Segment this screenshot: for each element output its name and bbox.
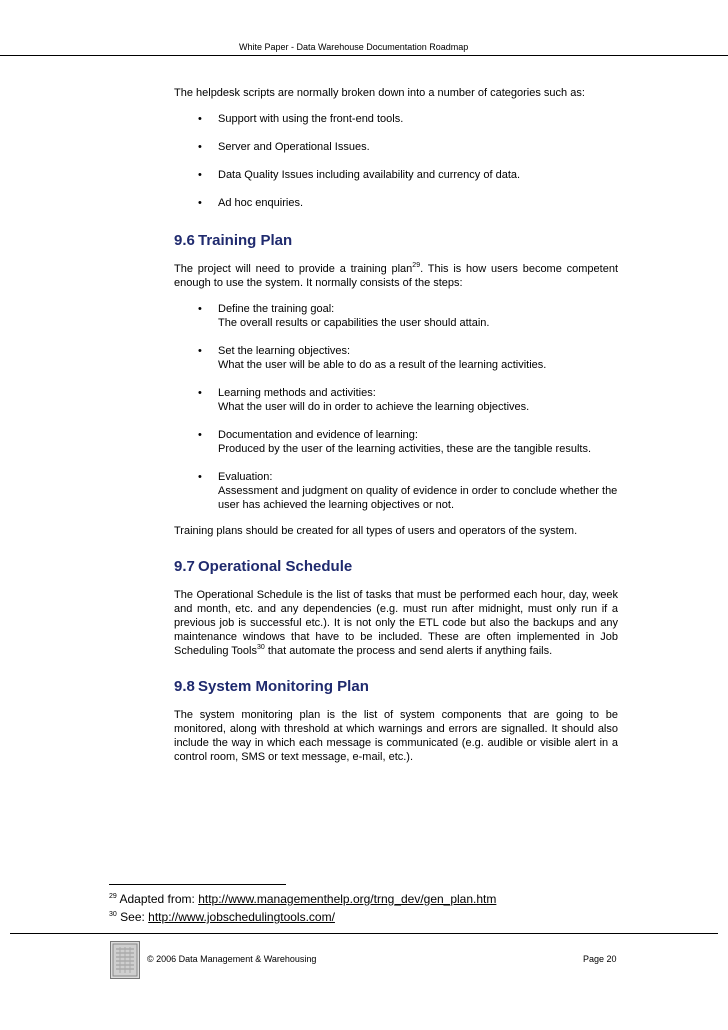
section-heading-operational-schedule: 9.7 Operational Schedule [174, 558, 353, 575]
footnote-30: $^{30}$ See: http://www.jobschedulingtools.com/ [109, 910, 335, 924]
operational-paragraph: The Operational Schedule is the list of tasks that must be performed each hour, day, week and month, etc. and any dependencies (e.g. must run after midnight, must only run if a previous job is successful etc.). It is not only the ETL code but also the backups and any maintenance windows that have to be included. These are often implemented in Job Scheduling Tools$^{30}$ that automate the process and send alerts if anything fails. [174, 589, 618, 657]
footnote-ref: 29 [412, 262, 421, 269]
page-body [174, 86, 618, 764]
list-item: • Set the learning objectives: What the user will be able to do as a result of the learning activities. [198, 345, 547, 371]
list-item: • Documentation and evidence of learning: Produced by the user of the learning activities, these are the tangible results. [198, 429, 591, 455]
list-item: • Define the training goal: The overall results or capabilities the user should attain. [198, 303, 490, 329]
bullet-icon: • [198, 303, 202, 315]
page-number: Page 20 [583, 954, 617, 964]
bullet-icon: • [198, 141, 202, 153]
intro-paragraph: The helpdesk scripts are normally broken down into a number of categories such as: [174, 87, 585, 99]
footnote-link[interactable]: http://www.jobschedulingtools.com/ [148, 910, 335, 924]
training-closing-paragraph: Training plans should be created for all types of users and operators of the system. [174, 525, 578, 537]
bullet-icon: • [198, 197, 202, 209]
footer-copyright: © 2006 Data Management & Warehousing [147, 954, 317, 964]
footnote-ref: 30 [256, 644, 265, 651]
list-item: • Ad hoc enquiries. [198, 197, 303, 209]
page-header [0, 43, 728, 56]
company-logo [110, 941, 140, 979]
helpdesk-category-list [174, 112, 618, 210]
bullet-icon: • [198, 429, 202, 441]
section-heading-system-monitoring-plan: 9.8 System Monitoring Plan [174, 678, 369, 695]
bullet-icon: • [198, 345, 202, 357]
footnote-link[interactable]: http://www.managementhelp.org/trng_dev/gen_plan.htm [198, 892, 497, 906]
monitoring-paragraph: The system monitoring plan is the list of system components that are going to be monitored, along with threshold at which warnings and errors are signalled. It should also include the way in which each message is communicated (e.g. audible or visible alert in a control room, SMS or text message, e-mail, etc.). [174, 709, 618, 763]
bullet-icon: • [198, 169, 202, 181]
header-title: White Paper - Data Warehouse Documentation Roadmap [239, 42, 469, 52]
training-intro-paragraph: The project will need to provide a training plan$^{29}$. This is how users become competent enough to use the system. It normally consists of the steps: [174, 262, 618, 289]
bullet-icon: • [198, 113, 202, 125]
list-item: • Server and Operational Issues. [198, 141, 370, 153]
footer-divider [10, 933, 718, 934]
list-item: • Data Quality Issues including availability and currency of data. [198, 169, 521, 181]
bullet-icon: • [198, 387, 202, 399]
training-steps-list [174, 302, 618, 512]
bullet-icon: • [198, 471, 202, 483]
footnote-29: $^{29}$ Adapted from: http://www.managementhelp.org/trng_dev/gen_plan.htm [109, 892, 497, 906]
list-item: • Evaluation: Assessment and judgment on quality of evidence in order to conclude whether the user has achieved the learning objectives or not. [198, 471, 618, 511]
list-item: • Support with using the front-end tools. [198, 113, 404, 125]
footnotes [109, 890, 496, 926]
section-heading-training-plan: 9.6 Training Plan [174, 232, 293, 249]
list-item: • Learning methods and activities: What the user will do in order to achieve the learning objectives. [198, 387, 530, 413]
footnote-divider [109, 884, 286, 885]
